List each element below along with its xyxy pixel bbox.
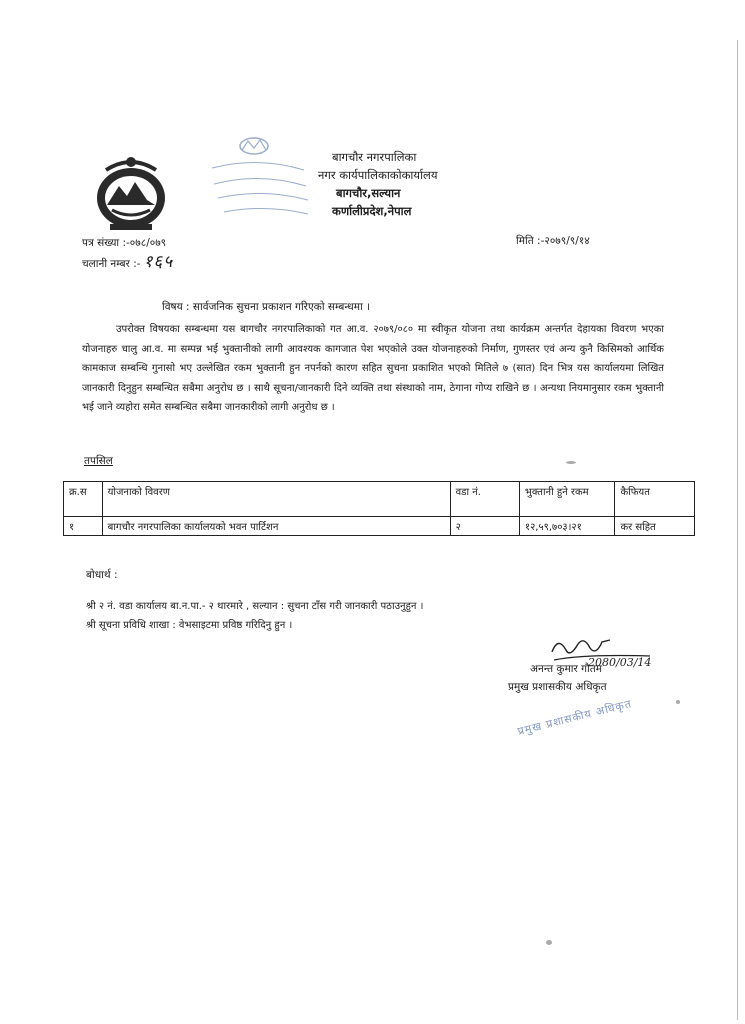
dispatch-label: चलानी नम्बर :- — [82, 258, 141, 270]
cc-heading: बोधार्थ : — [86, 569, 118, 581]
signatory-name: अनन्त कुमार गौतम — [530, 663, 602, 675]
letter-subject: विषय : सार्वजनिक सुचना प्रकाशन गरिएको सम्बन्धमा । — [162, 301, 371, 313]
cell-amount: १२,५९,७०३।२१ — [519, 517, 615, 536]
header-description: योजनाको विवरण — [102, 482, 450, 517]
cc-item: श्री सूचना प्रविधि शाखा : वेभसाइटमा प्रविष्ठ गरिदिनु हुन । — [86, 620, 293, 631]
letter-body: उपरोक्त विषयका सम्बन्धमा यस बागचौर नगरपालिकाको गत आ.व. २०७९/०८० मा स्वीकृत योजना तथा कार्यक्रम अन्तर्गत देहायका विवरण भएका योजनाहरु चालु आ.व. मा सम्पन्न भई भुक्तानीको लागी आवश्यक कागजात पेश भएकोले उक्त योजनाहरुको निर्माण, गुणस्तर एवं अन्य कुनै किसिमको आर्थिक कामकाज सम्बन्धि गुनासो भए उल्लेखित रकम भुक्तानी हुन नपर्नको कारण सहित सुचना प्रकाशित भएको मितिले ७ (सात) दिन भित्र यस कार्यालयमा लिखित जानकारी दिनुहुन सम्बन्धित सबैमा अनुरोध छ । साथै सूचना/जानकारी दिने व्यक्ति तथा संस्थाको नाम, ठेगाना गोप्य राखिने छ । अन्यथा नियमानुसार रकम भुक्तानी भई जाने व्यहोरा समेत सम्बन्धित सबैमा जानकारीको लागी अनुरोध छ । — [82, 324, 664, 413]
details-table — [63, 481, 695, 536]
cc-item: श्री २ नं. वडा कार्यालय बा.न.पा.- २ थारमारे , सल्यान : सुचना टाँस गरी जानकारी पठाउनुहुन । — [86, 601, 424, 612]
office-province: कर्णालीप्रदेश,नेपाल — [332, 204, 412, 218]
scan-edge — [737, 40, 738, 1020]
cell-ward: २ — [450, 517, 519, 536]
header-sn: क्र.स — [64, 482, 103, 517]
header-amount: भुक्तानी हुने रकम — [519, 482, 615, 517]
reference-block — [82, 234, 173, 274]
stamp-text: प्रमुख प्रशासकीय अधिकृत — [516, 697, 634, 738]
letter-number: पत्र संख्या :-०७८/०७९ — [82, 237, 167, 249]
letterhead — [318, 148, 438, 220]
cell-sn: १ — [64, 517, 103, 536]
office-address: बागचौर,सल्यान — [336, 186, 401, 200]
table-header-row — [64, 482, 695, 517]
scan-speck — [566, 461, 576, 464]
cc-list — [86, 597, 423, 635]
header-remarks: कैफियत — [615, 482, 695, 517]
signature-date: 2080/03/14 — [588, 656, 652, 669]
municipality-name: बागचौर नगरपालिका — [332, 150, 417, 164]
details-heading: तपसिल — [84, 455, 113, 467]
cell-description: बागचौर नगरपालिका कार्यालयको भवन पार्टिशन — [102, 517, 450, 536]
letter-date: मिति :-२०७९/९/१४ — [516, 235, 590, 247]
signatory-designation: प्रमुख प्रशासकीय अधिकृत — [508, 681, 607, 693]
scan-speck — [676, 700, 680, 704]
municipality-seal — [208, 136, 320, 218]
table-row — [64, 517, 695, 536]
office-name: नगर कार्यपालिकाकोकार्यालय — [318, 168, 438, 182]
nepal-emblem-icon — [92, 150, 170, 232]
header-ward: वडा नं. — [450, 482, 519, 517]
dispatch-value: १६५ — [143, 252, 174, 272]
scan-speck — [546, 940, 552, 945]
dispatch-number — [82, 253, 173, 274]
cell-remarks: कर सहित — [615, 517, 695, 536]
